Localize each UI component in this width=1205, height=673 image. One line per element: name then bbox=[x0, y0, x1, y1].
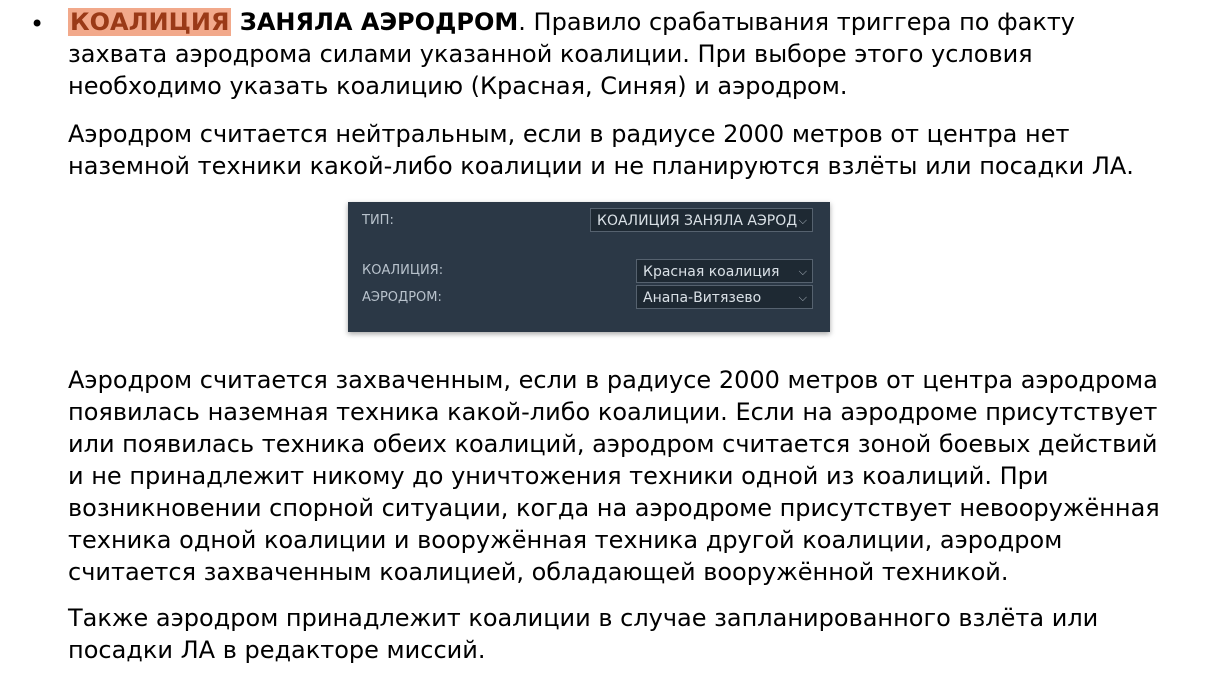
chevron-down-icon: ⌵ bbox=[798, 214, 807, 227]
chevron-down-icon: ⌵ bbox=[798, 265, 807, 278]
highlighted-term: КОАЛИЦИЯ bbox=[70, 8, 230, 36]
type-label: ТИП: bbox=[362, 213, 394, 228]
coalition-label: КОАЛИЦИЯ: bbox=[362, 263, 444, 278]
type-select-value: КОАЛИЦИЯ ЗАНЯЛА АЭРОД bbox=[597, 213, 798, 229]
condition-title-rest: ЗАНЯЛА АЭРОДРОМ bbox=[231, 8, 519, 36]
paragraph-captured-airfield: Аэродром считается захваченным, если в радиусе 2000 метров от центра аэродрома появилась наземная техника какой-либо коалиции. Если на аэродроме присутствует или появилась техника обеих коалиций, аэродром считается зоной боевых действий и не принадлежит никому до уничтожения техники одной из коалиций. При возникновении спорной ситуации, когда на аэродроме присутствует невооружённая техника одной коалиции и вооружённая техника другой коалиции, аэродром считается захваченным коалицией, обладающей вооружённой техникой. bbox=[68, 366, 1160, 586]
coalition-select-value: Красная коалиция bbox=[643, 264, 780, 280]
type-select[interactable] bbox=[590, 208, 813, 232]
condition-description-text: . Правило срабатывания триггера по факту захвата аэродрома силами указанной коалиции. При выборе этого условия необходимо указать коалицию (Красная, Синяя) и аэродром. bbox=[68, 8, 1075, 100]
chevron-down-icon: ⌵ bbox=[798, 291, 807, 304]
airfield-label: АЭРОДРОМ: bbox=[362, 290, 442, 305]
airfield-select[interactable] bbox=[636, 285, 813, 309]
paragraph-condition-description bbox=[68, 6, 1178, 102]
paragraph-planned-flights: Также аэродром принадлежит коалиции в случае запланированного взлёта или посадки ЛА в редакторе миссий. bbox=[68, 604, 1099, 664]
paragraph-neutral-airfield: Аэродром считается нейтральным, если в радиусе 2000 метров от центра нет наземной техники какой-либо коалиции и не планируются взлёты или посадки ЛА. bbox=[68, 120, 1134, 180]
trigger-condition-dialog bbox=[348, 202, 830, 332]
bullet-marker: • bbox=[30, 10, 45, 38]
coalition-select[interactable] bbox=[636, 259, 813, 283]
airfield-select-value: Анапа-Витязево bbox=[643, 290, 762, 306]
